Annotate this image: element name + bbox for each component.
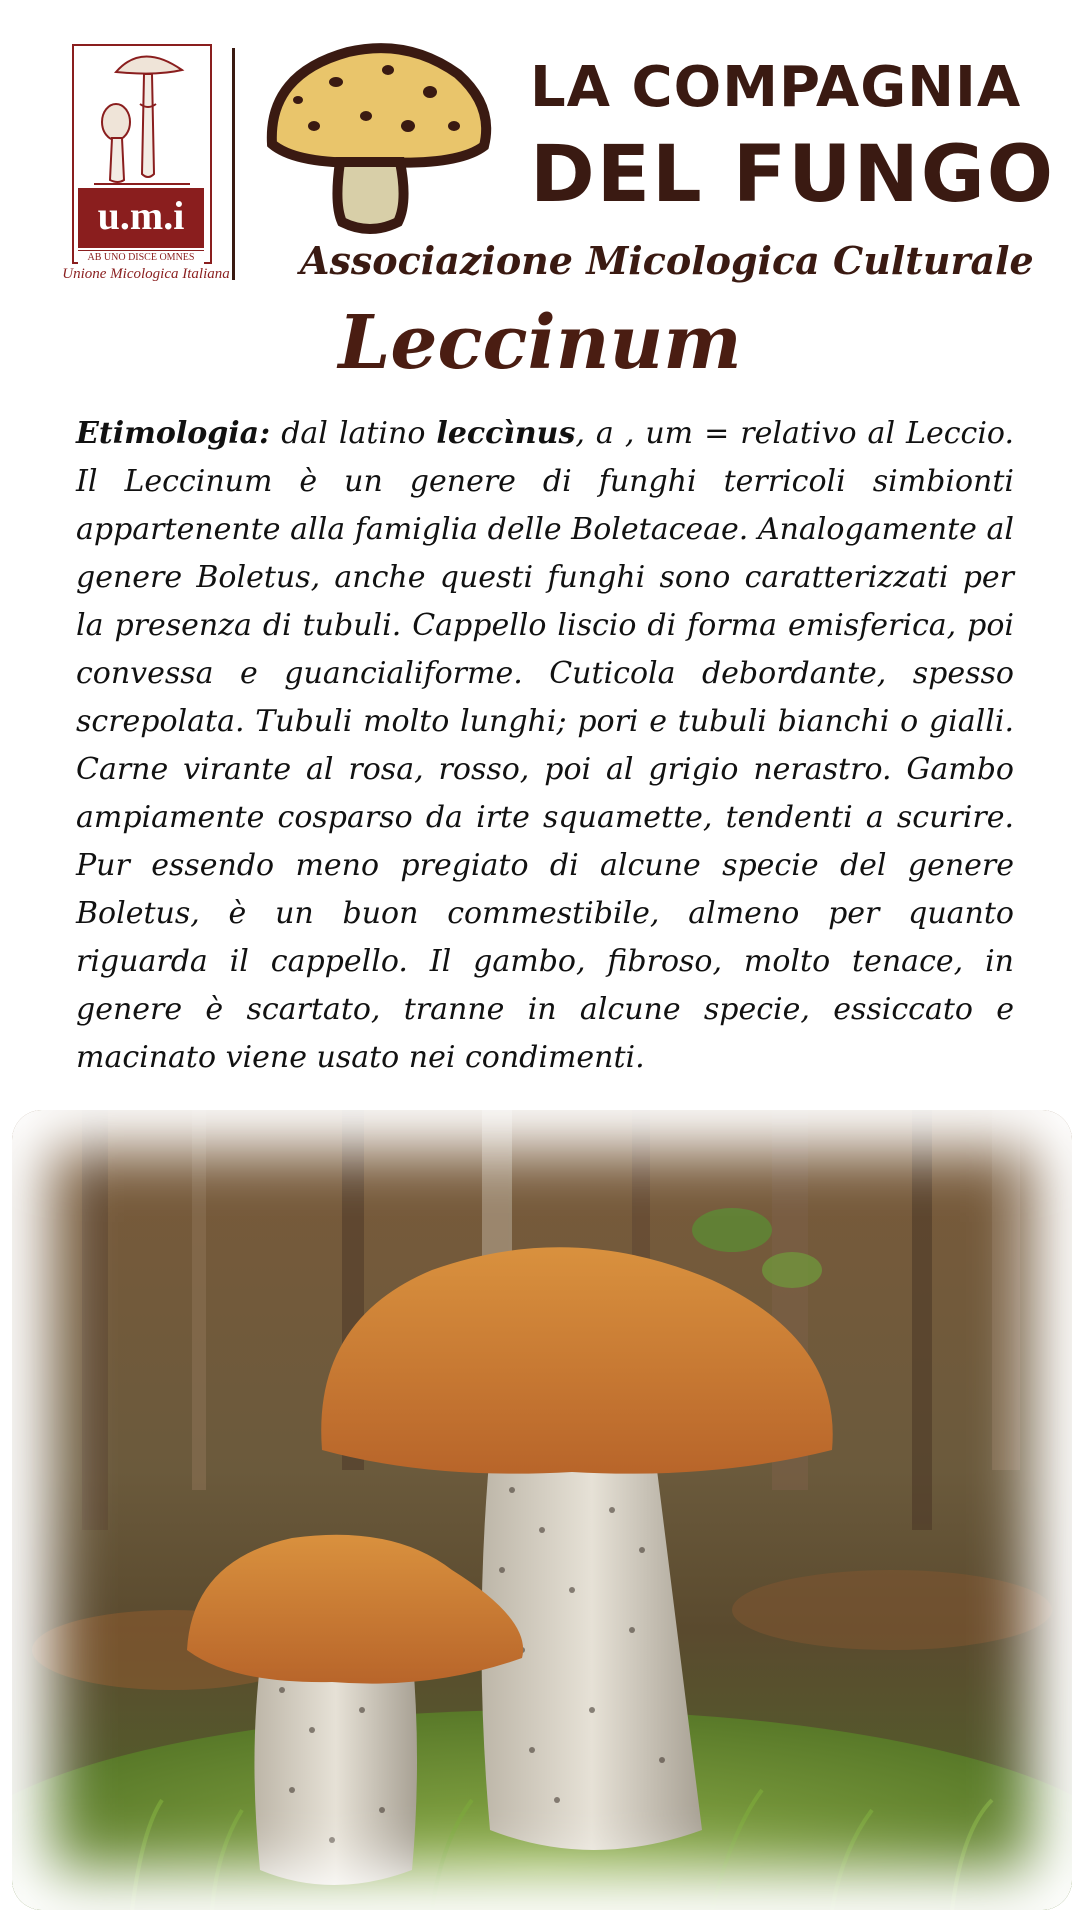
description-bold-word: leccìnus: [436, 416, 576, 451]
association-name-line1: LA COMPAGNIA: [530, 55, 1022, 120]
compagnia-mushroom-logo: [258, 34, 498, 240]
association-subtitle: Associazione Micologica Culturale: [300, 238, 1034, 283]
umi-mushroom-icon: [86, 44, 198, 190]
mushroom-photo: [12, 1110, 1072, 1910]
description-intro: dal latino: [270, 416, 437, 451]
header-divider: [232, 48, 235, 280]
umi-motto: AB UNO DISCE OMNES: [78, 250, 204, 265]
page-title: Leccinum: [338, 300, 742, 386]
description-paragraph: [76, 410, 1014, 1082]
umi-caption: Unione Micologica Italiana: [62, 266, 230, 282]
leccinum-photo-illustration: [12, 1110, 1072, 1910]
association-name-line2: DEL FUNGO: [530, 130, 1056, 220]
description-text: , a , um = relativo al Leccio. Il Leccinum è un genere di funghi terricoli simbionti appartenente alla famiglia delle Boletaceae. Analogamente al genere Boletus, anche questi funghi sono caratterizzati per la presenza di tubuli. Cappello liscio di forma emisferica, poi convessa e guancialiforme. Cuticola debordante, spesso screpolata. Tubuli molto lunghi; pori e tubuli bianchi o gialli. Carne virante al rosa, rosso, poi al grigio nerastro. Gambo ampiamente cosparso da irte squamette, tendenti a scurire. Pur essendo meno pregiato di alcune specie del genere Boletus, è un buon commestibile, almeno per quanto riguarda il cappello. Il gambo, fibroso, molto tenace, in genere è scartato, tranne in alcune specie, essiccato e macinato viene usato nei condimenti.: [76, 416, 1014, 1075]
description-label: Etimologia:: [76, 416, 271, 451]
umi-logo-text: u.m.i: [78, 188, 204, 248]
